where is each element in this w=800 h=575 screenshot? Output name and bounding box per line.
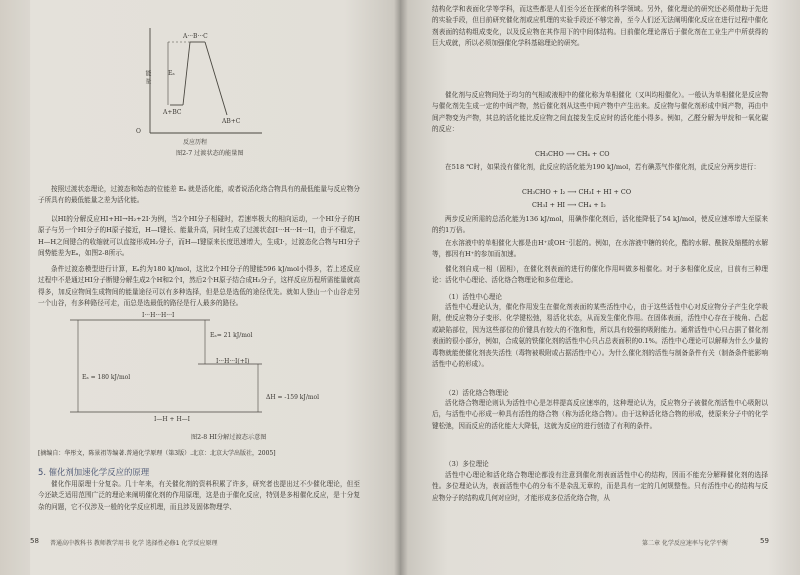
equation-2: CH₃CHO + I₂ ⟶ CH₃I + HI + CO <box>522 188 632 196</box>
figure1-x-axis-label: 反应历程 <box>183 139 208 146</box>
right-paragraph-4: 两步反应所需的总活化能为136 kJ/mol，用碘作催化剂后，活化能降低了54 kJ/mol，使反应速率增大至原来的约1万倍。 <box>432 215 768 235</box>
figure1-curve-rise <box>183 42 190 105</box>
figure1-bottom-left-label: A+BC <box>163 109 182 116</box>
figure1-bottom-right-label: AB+C <box>222 118 241 125</box>
left-section-title: 5. 催化剂加速化学反应的原理 <box>38 467 150 477</box>
book-gutter <box>394 0 408 575</box>
left-page-number: 58 <box>30 537 39 545</box>
figure1-graph <box>0 0 400 180</box>
right-paragraph-5: 在水溶液中的单相催化大都是由H⁺或OH⁻引起的。例如，在水溶液中糖的转化，酯的水解、酰胺及缩醛的水解等，都因有H⁺的参加而加速。 <box>432 239 768 259</box>
right-page <box>400 0 800 575</box>
left-paragraph-1: 按照过渡状态理论，过渡态和始态的位能差 Eₐ 就是活化能，或者说活化络合物具有的最低能量与反应物分子所具有的最低能量之差为活化能。 <box>38 185 360 205</box>
figure2-ea-right-label: Eₐ= 21 kJ/mol <box>210 332 253 339</box>
figure2-dh-label: ΔH = -159 kJ/mol <box>266 394 320 401</box>
equation-1: CH₃CHO ⟶ CH₄ + CO <box>535 150 610 158</box>
figure1-ea-label: Eₐ <box>168 70 175 77</box>
figure2-ts-label: I···H···H···I <box>142 312 175 319</box>
left-paragraph-4: 催化作用原理十分复杂。几十年来，有关催化剂的资料积累了许多，研究者也提出过不少催化理论，但至今还缺乏适用范围广泛的理论来阐明催化剂的作用原理，这是由于催化反应，特别是多相催化反应，是十分复杂的问题，它不仅涉及一般的化学反应机理，而且涉及固体物理学、 <box>38 480 360 511</box>
figure1-top-label: A···B···C <box>183 33 208 40</box>
figure2-bottom-label: I—H + H—I <box>154 416 191 423</box>
left-citation: [摘编自：华彤文，陈景祖等编著.普通化学原理（第3版）.北京：北京大学出版社，2005] <box>38 450 276 457</box>
right-paragraph-9: 活性中心理论和活化络合物理论都没有注意到催化剂表面活性中心的结构，因而不能充分解释催化剂的选择性。多位理论认为，表面活性中心的分布不是杂乱无章的，而是具有一定的几何规整性。只有活性中心的结构与反应物分子的结构成几何对应时，才能形成多位活化络合物，从 <box>432 471 768 502</box>
figure2-mid-label: I···H···I(+I) <box>216 358 250 365</box>
figure1-caption: 图2-7 过渡状态的能量图 <box>176 150 244 157</box>
figure1-curve-fall <box>205 42 227 115</box>
right-paragraph-2: 催化剂与反应物间处于均匀的气相或液相中的催化称为单相催化（又叫均相催化）。一般认为单相催化是反应物与催化剂先生成一定的中间产物，然后催化剂从这些中间产物中产生出来。反应物与催化剂形成中间产物，再由中间产物变为产物，其总的活化能比反应物之间直接发生反应时的活化能小得多。例如，乙醛分解为甲烷和一氧化碳的反应： <box>432 91 768 134</box>
left-paragraph-2: 以HI的分解反应HI+HI→H₂+2I·为例，当2个HI分子相碰时，若速率极大的相向运动，一个HI分子的H原子与另一个HI分子的H原子接近，H—I键长、能量升高，同时生成了过渡状态[I···H···H···I]，由于不稳定，H—H之间键合的收缩就可以直接形成H₂分子，而H—I键原来长度迅速增大，生成I·，过渡态化合物与HI分子间势能差为Eₐ，如图2-8所示。 <box>38 215 360 258</box>
right-paragraph-7: 活性中心理论认为，催化作用发生在催化剂表面的某些活性中心，由于这些活性中心对反应物分子产生化学吸附，使反应物分子变形、化学键松弛，易活化状态，从而发生催化作用。在固体表面，活性中心存在于棱角、凸起或缺陷部位，因为这些部位的价键具有较大的不饱和性，所以具有较强的吸附能力。通常活性中心只占据了催化剂表面的很小部分，例如，合成氨的铁催化剂的活性中心只占总表面积的0.1%。活性中心理论可以解释为什么少量的毒物就能使催化剂丧失活性（毒物被吸附或占据活性中心）。为什么催化剂的活性与制备条件有关（制备条件能影响活性中心的形成）。 <box>432 303 768 369</box>
figure2-ea-left-label: Eₐ = 180 kJ/mol <box>82 374 131 381</box>
figure2-caption: 图2-8 HI分解过渡态示意图 <box>191 434 267 441</box>
right-footer-chapter: 第二章 化学反应速率与化学平衡 <box>642 540 728 547</box>
equation-3: CH₃I + HI ⟶ CH₄ + I₂ <box>532 201 606 209</box>
left-footer: 普通高中教科书 教师教学用书 化学 选择性必修1 化学反应原理 <box>50 540 218 547</box>
figure2-graph <box>0 306 400 446</box>
energy-diagram-figure <box>0 0 400 180</box>
figure1-origin-label: O <box>136 128 141 135</box>
subheading-active-center: （1）活性中心理论 <box>445 293 502 301</box>
right-paragraph-6: 催化剂自成一相（固相），在催化剂表面的进行的催化作用叫做多相催化。对于多相催化反应，目前有三种理论：活化中心理论、活化络合物理论和多位理论。 <box>432 265 768 285</box>
hi-decomposition-figure <box>0 306 400 446</box>
right-paragraph-3: 在518 ℃时，如果没有催化剂，此反应的活化能为190 kJ/mol，若有碘蒸气作催化剂，此反应分两步进行： <box>445 163 761 171</box>
right-paragraph-1: 结构化学和表面化学等学科，而这些都是人们至今还在探索的科学领域。另外，催化理论的研究还必须借助于先进的实验手段，但目前研究催化剂或应机理的实验手段还不够完善，至今人们还无法阐明催化反应在进行过程中催化剂表面的结构组成变化，以及反应物在其作用下的中间体结构。目前催化理论落后于催化剂在工业生产中所获得的巨大成就，所以必须加强催化学科基础理论的研究。 <box>432 5 768 48</box>
left-paragraph-3: 条件过渡态模型进行计算，Eₐ约为180 kJ/mol，这比2个HI分子的键能596 kJ/mol小得多，若上述反应过程中不是通过HI分子断键分解生成2个H和2个I，然后2个H原子结合成H₂分子，这样反应历程所需能量就高得多，加反应物间生成物间的能量途径可以有多种选择，但是总是选低的途径优先。就如人登山一个山谷走另一个山谷，有多种路径可走，而总是选最低的路径是行人最多的路径。 <box>38 265 360 308</box>
subheading-activated-complex: （2）活化络合物理论 <box>445 389 509 397</box>
right-page-number: 59 <box>760 537 769 545</box>
subheading-multiplet: （3）多位理论 <box>445 460 489 468</box>
right-paragraph-8: 活化络合物理论则认为活性中心是怎样提高反应速率的，这种理论认为，反应物分子被催化剂活性中心吸附以后，与活性中心形成一种具有活性的络合物（称为活化络合物）。由于这种活化络合物的形成，使原来分子中的化学键松弛，因而反应的活化能大大降低，这就为反应的进行创造了有利的条件。 <box>432 399 768 430</box>
figure1-y-axis-label: 能量 <box>144 70 151 86</box>
